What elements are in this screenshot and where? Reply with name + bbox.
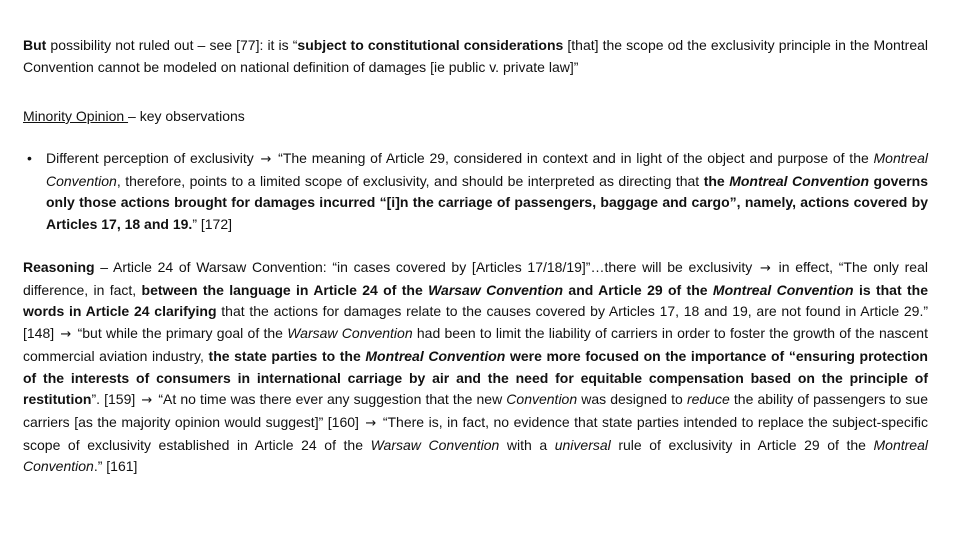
reasoning-italic-2: Convention <box>506 391 578 408</box>
bullet-text-2: “The meaning of Article 29, considered in context and in light of the object and purpose of the <box>273 150 874 166</box>
reasoning-text-2: in effect, “The only real difference, in fact, <box>23 259 928 298</box>
reasoning-italic-6: Montreal Convention <box>23 436 928 475</box>
intro-lead: But <box>23 37 47 53</box>
reasoning-text-13: .” [161] <box>93 458 138 475</box>
reasoning-text-7: “At no time was there ever any suggestion that the new <box>154 391 507 408</box>
reasoning-bold-1: between the language in Article 24 of the <box>141 281 429 298</box>
reasoning-text-3: that the actions for damages relate to the causes covered by Articles 17, 18 and 19, are not found in Article 29.” [148] <box>23 303 929 342</box>
intro-text-1: possibility not ruled out – see [77]: it is “ <box>46 37 298 53</box>
reasoning-bold-italic-1: Warsaw Convention <box>428 281 564 298</box>
reasoning-italic-1: Warsaw Convention <box>287 325 413 342</box>
arrow-right-icon: → <box>60 327 72 343</box>
bullet-text-4: ” [172] <box>192 216 233 233</box>
bullet-text <box>46 148 928 236</box>
bullet-bold-2: governs only those actions brought for damages incurred “[i]n the carriage of passengers, baggage and cargo”, namely, actions covered by Articles 17, 18 and 19. <box>46 172 928 233</box>
arrow-right-icon: → <box>365 415 377 431</box>
arrow-right-icon: → <box>141 393 153 409</box>
minority-heading-title: Minority Opinion <box>23 108 129 124</box>
reasoning-bold-3: is that the words in Article 24 clarifying <box>23 281 928 320</box>
bullet-italic-1: Montreal Convention <box>46 150 928 189</box>
reasoning-italic-3: reduce <box>686 391 730 408</box>
reasoning-text-8: was designed to <box>577 391 687 408</box>
list-item <box>23 148 928 236</box>
intro-emphasis: subject to constitutional considerations <box>297 37 564 53</box>
reasoning-lead: Reasoning <box>23 259 95 275</box>
minority-heading <box>23 106 928 128</box>
reasoning-italic-4: Warsaw Convention <box>370 436 500 453</box>
reasoning-text-5: had been to limit the liability of carriers in order to foster the growth of the nascent commercial aviation industry, <box>23 325 928 364</box>
reasoning-bold-italic-3: Montreal Convention <box>365 347 506 364</box>
minority-heading-suffix: – key observations <box>128 108 245 124</box>
reasoning-paragraph <box>23 257 928 478</box>
reasoning-text-4: “but while the primary goal of the <box>73 325 288 342</box>
intro-paragraph <box>23 35 928 78</box>
reasoning-bold-italic-2: Montreal Convention <box>712 281 854 298</box>
bullet-bold-1: the <box>703 172 730 189</box>
bullet-icon: • <box>27 150 32 166</box>
reasoning-text-6: ”. [159] <box>91 391 140 408</box>
reasoning-text-11: with a <box>499 436 555 453</box>
reasoning-text-1: – Article 24 of Warsaw Convention: “in cases covered by [Articles 17/18/19]”…there will be exclusivity <box>94 259 758 275</box>
reasoning-text-10: “There is, in fact, no evidence that state parties intended to replace the subject-specific scope of exclusivity established in Article 24 of the <box>23 413 928 453</box>
arrow-right-icon: → <box>759 261 771 276</box>
reasoning-bold-4: the state parties to the <box>208 347 366 364</box>
bullet-text-1: Different perception of exclusivity <box>46 150 259 166</box>
reasoning-bold-5: were more focused on the importance of “ensuring protection of the interests of consumers in international carriage by air and the need for equitable compensation based on the principle of restitution <box>23 347 928 408</box>
bullet-bold-italic-1: Montreal Convention <box>729 172 870 189</box>
bullet-text-3: , therefore, points to a limited scope of exclusivity, and should be interpreted as directing that <box>116 172 704 189</box>
reasoning-italic-5: universal <box>554 436 611 453</box>
intro-text-2: [that] the scope od the exclusivity principle in the Montreal Convention cannot be modeled on national definition of damages [ie public v. private law]” <box>23 37 929 75</box>
arrow-right-icon: → <box>260 152 272 167</box>
reasoning-bold-2: and Article 29 of the <box>563 281 713 298</box>
reasoning-text-9: the ability of passengers to sue carriers [as the majority opinion would suggest]” [160] <box>23 391 928 430</box>
bullet-list <box>23 148 928 236</box>
reasoning-text-12: rule of exclusivity in Article 29 of the <box>610 436 874 453</box>
